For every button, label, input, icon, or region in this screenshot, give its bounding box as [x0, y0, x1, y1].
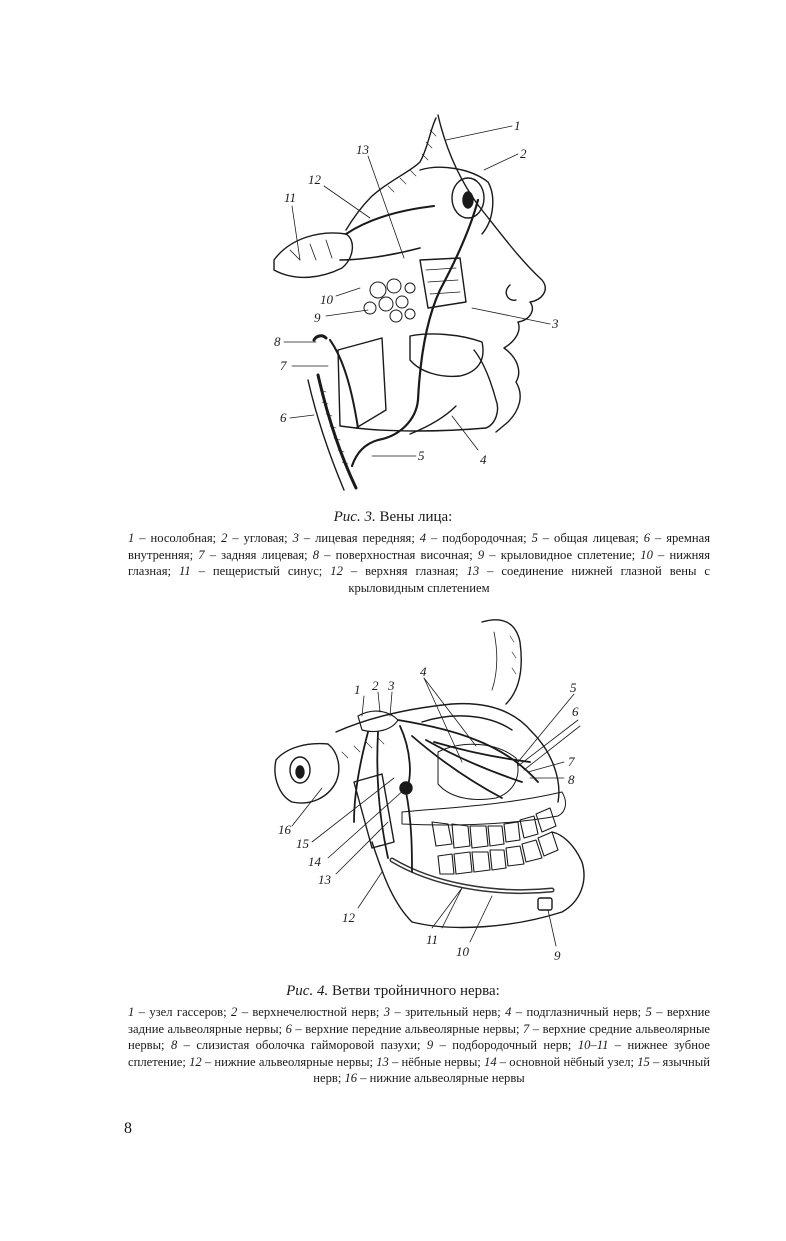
legend-num: 7 — [198, 547, 205, 562]
legend-text: – узел гассеров; — [134, 1005, 232, 1019]
fig4-callout-8: 8 — [568, 772, 575, 787]
legend-num: 4 — [419, 531, 427, 545]
fig4-callout-4: 4 — [420, 664, 427, 679]
facial-vein — [352, 200, 478, 466]
legend-text: – нижняя глазная; — [128, 547, 710, 579]
figure-4-legend — [128, 1004, 710, 1087]
nose-detail — [506, 285, 516, 300]
mental-foramen — [538, 898, 552, 910]
fig4-callout-6: 6 — [572, 704, 579, 719]
fig4-callout-2: 2 — [372, 678, 379, 693]
upper-teeth — [432, 808, 556, 848]
mandible-body — [356, 350, 498, 431]
fig3-callout-2: 2 — [520, 146, 527, 161]
page-number: 8 — [124, 1120, 132, 1137]
fig4-callout-9: 9 — [554, 948, 561, 963]
legend-text: – язычный нерв; — [313, 1054, 711, 1086]
fig3-callout-3: 3 — [552, 316, 559, 331]
legend-text: – верхние передние альвеолярные нервы; — [291, 1021, 523, 1036]
figure-4-caption — [0, 982, 786, 1000]
legend-num: 12 — [330, 564, 343, 579]
legend-num: 1 — [128, 531, 135, 545]
mandible-ramus — [354, 774, 394, 848]
mandible-outline — [372, 832, 584, 927]
legend-num: 1 — [128, 1005, 135, 1019]
legend-num: 16 — [344, 1071, 358, 1086]
figure-3-legend — [128, 530, 710, 596]
legend-num: 9 — [477, 547, 485, 562]
pterygoid-plexus — [364, 279, 415, 322]
legend-text: – верхние средние альвеолярные нервы; — [128, 1021, 710, 1053]
legend-text: – нижнее зубное сплетение; — [128, 1038, 710, 1069]
fig3-callout-6: 6 — [280, 410, 287, 425]
fig4-callout-7: 7 — [568, 754, 575, 769]
upper-alveolar-band — [402, 792, 565, 825]
legend-text: – задняя лицевая; — [204, 547, 313, 562]
legend-num: 3 — [383, 1005, 391, 1019]
legend-num: 10–11 — [577, 1038, 609, 1053]
temporal-vein — [314, 336, 326, 340]
temporal-bone — [275, 744, 339, 803]
fig4-callout-13: 13 — [318, 872, 331, 887]
legend-num: 15 — [637, 1054, 650, 1069]
legend-num: 8 — [170, 1038, 178, 1053]
legend-num: 3 — [292, 531, 299, 545]
legend-text: – крыловидное сплетение; — [484, 547, 641, 562]
orbit-bone — [420, 167, 493, 234]
legend-text: – верхняя глазная; — [342, 564, 467, 579]
legend-text: – поверхностная височная; — [319, 547, 478, 562]
legend-num: 12 — [189, 1054, 202, 1069]
legend-num: 5 — [531, 531, 538, 545]
fig3-callout-9: 9 — [314, 310, 321, 325]
legend-text: – зрительный нерв; — [390, 1005, 506, 1019]
figure-4-label: Рис. 4. — [286, 983, 329, 999]
legend-text: – нижние альвеолярные нервы — [357, 1071, 525, 1086]
legend-num: 8 — [312, 547, 320, 562]
fig3-callout-12: 12 — [308, 172, 321, 187]
legend-text: – пещеристый синус; — [190, 564, 331, 579]
figure-3-illustration — [260, 110, 580, 495]
fig4-callout-11: 11 — [426, 932, 439, 947]
figure-4-illustration — [262, 612, 602, 972]
legend-text: – соединение нижней глазной вены с крыловидным сплетением — [348, 564, 710, 595]
fig3-callout-11: 11 — [284, 190, 297, 205]
mandible-ramus — [338, 338, 386, 428]
legend-num: 2 — [221, 531, 228, 545]
legend-text: – общая лицевая; — [537, 531, 644, 545]
posterior-facial-vein — [330, 340, 358, 428]
legend-text: – слизистая оболочка гайморовой пазухи; — [177, 1038, 427, 1053]
fig4-callout-12: 12 — [342, 910, 355, 925]
legend-num: 13 — [466, 564, 480, 579]
cavernous-sinus — [274, 233, 352, 277]
legend-text: – подбородочная; — [426, 531, 532, 545]
legend-num: 2 — [231, 1005, 238, 1019]
legend-num: 5 — [645, 1005, 652, 1019]
legend-text: – нёбные нервы; — [388, 1054, 485, 1069]
nerve-branches — [354, 720, 538, 872]
legend-num: 9 — [426, 1038, 434, 1053]
legend-num: 6 — [285, 1021, 292, 1036]
legend-num: 13 — [376, 1054, 389, 1069]
eye-pupil — [463, 192, 473, 208]
legend-num: 11 — [178, 564, 191, 579]
fig3-callout-1: 1 — [514, 118, 521, 133]
fig4-callout-5: 5 — [570, 680, 577, 695]
fig4-callout-1: 1 — [354, 682, 361, 697]
legend-text: – угловая; — [227, 531, 293, 545]
legend-text: – подглазничный нерв; — [511, 1005, 646, 1019]
figure-4-title: Ветви тройничного нерва: — [331, 983, 500, 999]
fig4-callout-3: 3 — [388, 678, 395, 693]
legend-text: – верхние задние альвеолярные нервы; — [128, 1005, 711, 1036]
fig3-callout-13: 13 — [356, 142, 369, 157]
fig4-callout-16: 16 — [278, 822, 291, 837]
fig3-callout-5: 5 — [418, 448, 425, 463]
fig3-callout-7: 7 — [280, 358, 287, 373]
legend-text: – подбородочный нерв; — [433, 1038, 578, 1053]
legend-num: 7 — [522, 1021, 530, 1036]
legend-text: – нижние альвеолярные нервы; — [201, 1054, 377, 1069]
legend-num: 14 — [484, 1054, 497, 1069]
fig4-callout-14: 14 — [308, 854, 321, 869]
legend-text: – лицевая передняя; — [298, 531, 420, 545]
lower-teeth — [438, 832, 558, 874]
fig3-callout-4: 4 — [480, 452, 487, 467]
fig3-callout-8: 8 — [274, 334, 281, 349]
figure-3-label: Рис. 3. — [333, 509, 376, 525]
legend-text: – носолобная; — [134, 531, 222, 545]
fig4-callout-10: 10 — [456, 944, 469, 959]
legend-num: 6 — [643, 531, 651, 545]
fig3-callout-10: 10 — [320, 292, 333, 307]
legend-text: – яремная внутренняя; — [128, 531, 710, 562]
nasal-bone — [482, 620, 521, 704]
legend-text: – основной нёбный узел; — [496, 1054, 638, 1069]
fig4-callout-15: 15 — [296, 836, 309, 851]
legend-text: – верхнечелюстной нерв; — [237, 1005, 384, 1019]
legend-num: 10 — [640, 547, 653, 562]
figure-3-caption — [0, 508, 786, 526]
legend-num: 4 — [505, 1005, 512, 1019]
figure-3-title: Вены лица: — [379, 509, 453, 525]
